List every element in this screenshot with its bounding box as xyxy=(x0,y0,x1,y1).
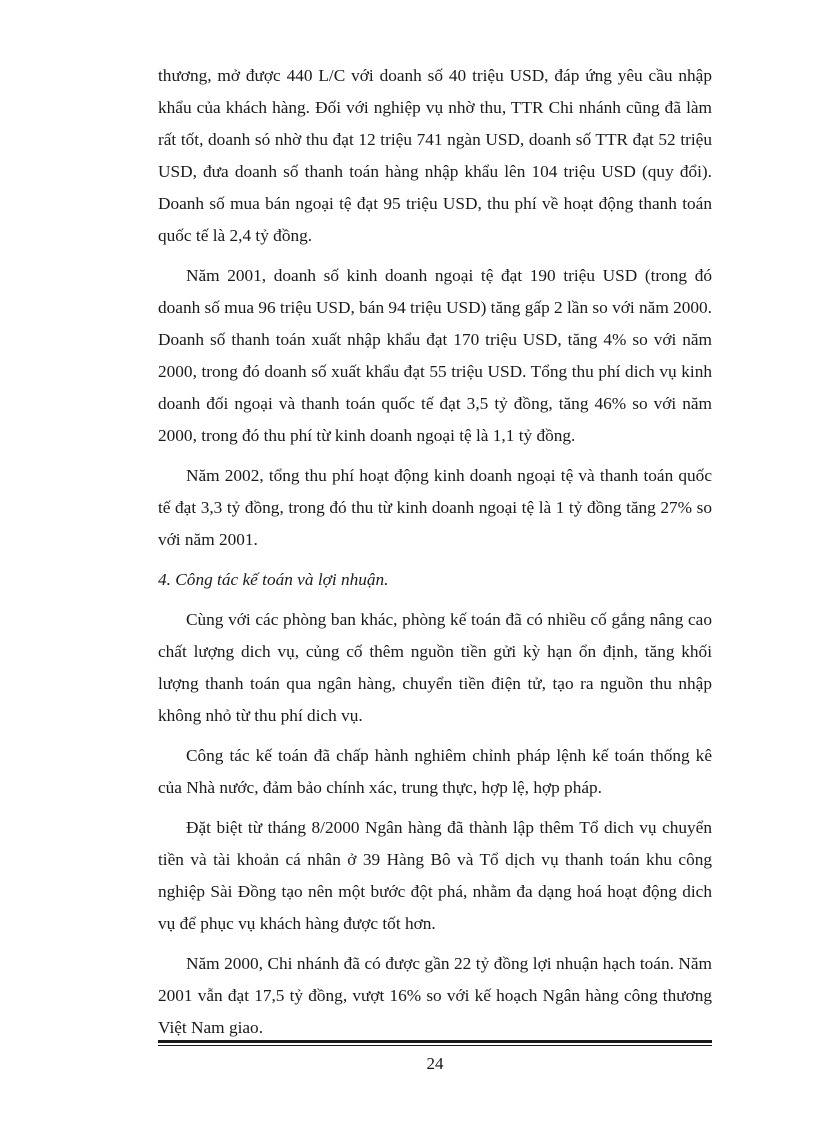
footer-rule-thin xyxy=(158,1045,712,1046)
section-heading: 4. Công tác kế toán và lợi nhuận. xyxy=(158,570,389,589)
paragraph: Công tác kế toán đã chấp hành nghiêm chỉnh pháp lệnh kế toán thống kê của Nhà nước, đảm bảo chính xác, trung thực, hợp lệ, hợp pháp. xyxy=(158,746,712,797)
paragraph: thương, mở được 440 L/C với doanh số 40 triệu USD, đáp ứng yêu cầu nhập khẩu của khách hàng. Đối với nghiệp vụ nhờ thu, TTR Chi nhánh cũng đã làm rất tốt, doanh só nhờ thu đạt 12 triệu 741 ngàn USD, doanh số TTR đạt 52 triệu USD, đưa doanh số thanh toán hàng nhập khẩu lên 104 triệu USD (quy đổi). Doanh số mua bán ngoại tệ đạt 95 triệu USD, thu phí về hoạt động thanh toán quốc tế là 2,4 tỷ đồng. xyxy=(158,66,712,245)
paragraph: Năm 2002, tổng thu phí hoạt động kinh doanh ngoại tệ và thanh toán quốc tế đạt 3,3 tỷ đồng, trong đó thu từ kinh doanh ngoại tệ là 1 tỷ đồng tăng 27% so với năm 2001. xyxy=(158,466,712,549)
page-number: 24 xyxy=(426,1054,444,1073)
footer-divider xyxy=(158,1040,712,1046)
paragraph: Đặt biệt từ tháng 8/2000 Ngân hàng đã thành lập thêm Tổ dich vụ chuyển tiền và tài khoản cá nhân ở 39 Hàng Bô và Tổ dịch vụ thanh toán khu công nghiệp Sài Đồng tạo nên một bước đột phá, nhằm đa dạng hoá hoạt động dich vụ để phục vụ khách hàng được tốt hơn. xyxy=(158,818,712,933)
footer-rule-thick xyxy=(158,1040,712,1043)
paragraph: Năm 2000, Chi nhánh đã có được gần 22 tỷ đồng lợi nhuận hạch toán. Năm 2001 vẫn đạt 17,5 tỷ đồng, vượt 16% so với kế hoạch Ngân hàng công thương Việt Nam giao. xyxy=(158,954,712,1037)
paragraph: Cùng với các phòng ban khác, phòng kế toán đã có nhiều cố gắng nâng cao chất lượng dich vụ, củng cố thêm nguồn tiền gửi kỳ hạn ổn định, tăng khối lượng thanh toán qua ngân hàng, chuyển tiền điện tử, tạo ra nguồn thu nhập không nhỏ từ thu phí dich vụ. xyxy=(158,610,712,725)
page-body xyxy=(158,60,712,1052)
paragraph: Năm 2001, doanh số kinh doanh ngoại tệ đạt 190 triệu USD (trong đó doanh số mua 96 triệu USD, bán 94 triệu USD) tăng gấp 2 lần so với năm 2000. Doanh số thanh toán xuất nhập khẩu đạt 170 triệu USD, tăng 4% so với năm 2000, trong đó doanh số xuất khẩu đạt 55 triệu USD. Tổng thu phí dich vụ kinh doanh đối ngoại và thanh toán quốc tế đạt 3,5 tỷ đồng, tăng 46% so với năm 2000, trong đó thu phí từ kinh doanh ngoại tệ là 1,1 tỷ đồng. xyxy=(158,266,712,445)
